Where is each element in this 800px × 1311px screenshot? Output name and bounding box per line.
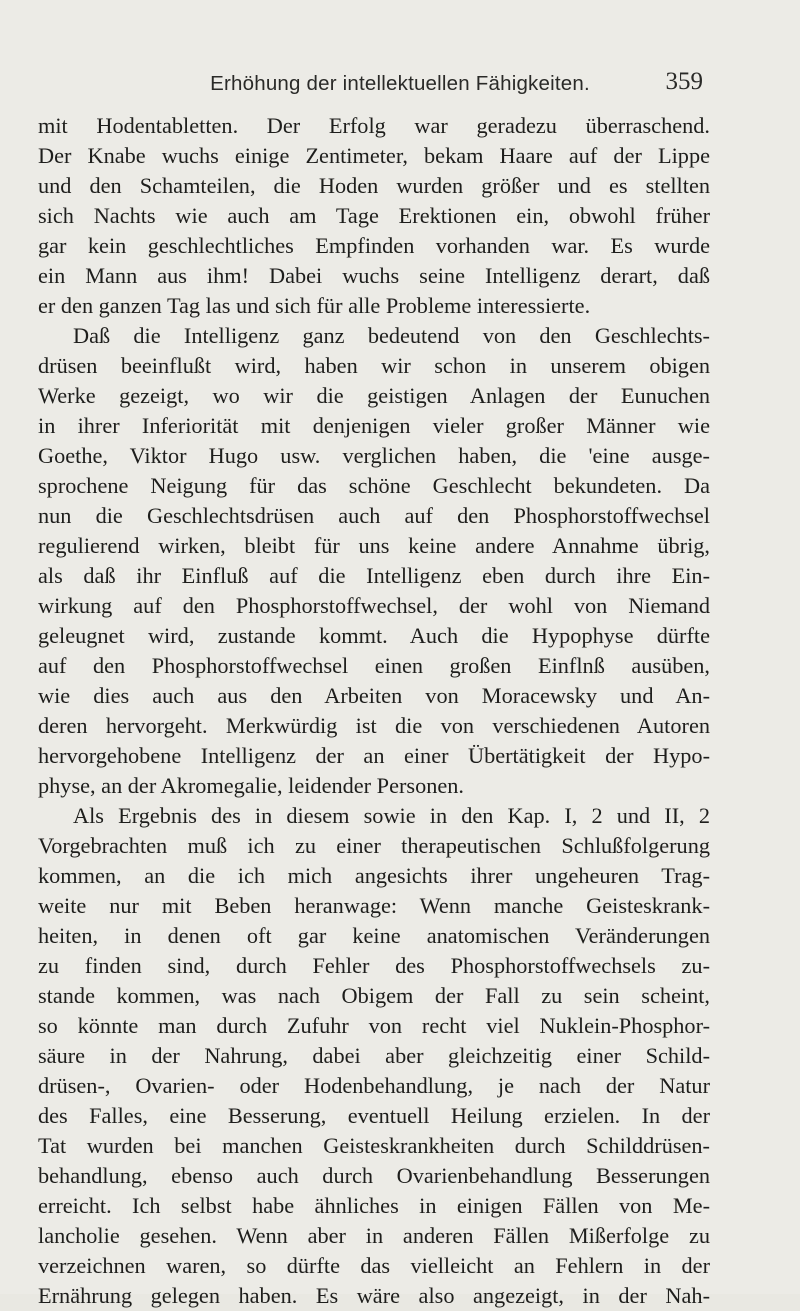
text-line: drüsen-, Ovarien- oder Hodenbehandlung, je nach der Natur (38, 1073, 710, 1098)
text-line: Der Knabe wuchs einige Zentimeter, bekam Haare auf der Lippe (38, 143, 710, 168)
text-line: Vorgebrachten muß ich zu einer therapeutischen Schlußfolgerung (38, 833, 710, 858)
text-line: kommen, an die ich mich angesichts ihrer ungeheuren Trag- (38, 863, 710, 888)
text-line: physe, an der Akromegalie, leidender Personen. (38, 773, 464, 798)
text-line: Werke gezeigt, wo wir die geistigen Anlagen der Eunuchen (38, 383, 710, 408)
text-line: Ernährung gelegen haben. Es wäre also angezeigt, in der Nah- (38, 1283, 710, 1308)
text-line: zu finden sind, durch Fehler des Phosphorstoffwechsels zu- (38, 953, 710, 978)
text-line: regulierend wirken, bleibt für uns keine andere Annahme übrig, (38, 533, 710, 558)
text-line: behandlung, ebenso auch durch Ovarienbehandlung Besserungen (38, 1163, 710, 1188)
text-line: und den Schamteilen, die Hoden wurden größer und es stellten (38, 173, 710, 198)
text-line: weite nur mit Beben heranwage: Wenn manche Geisteskrank- (38, 893, 710, 918)
text-line: sich Nachts wie auch am Tage Erektionen ein, obwohl früher (38, 203, 710, 228)
text-line: auf den Phosphorstoffwechsel einen großen Einflnß ausüben, (38, 653, 710, 678)
text-line: nun die Geschlechtsdrüsen auch auf den Phosphorstoffwechsel (38, 503, 710, 528)
text-line: so könnte man durch Zufuhr von recht viel Nuklein-Phosphor- (38, 1013, 710, 1038)
text-line: geleugnet wird, zustande kommt. Auch die Hypophyse dürfte (38, 623, 710, 648)
text-line: stande kommen, was nach Obigem der Fall zu sein scheint, (38, 983, 710, 1008)
text-line: gar kein geschlechtliches Empfinden vorhanden war. Es wurde (38, 233, 710, 258)
text-line: in ihrer Inferiorität mit denjenigen vieler großer Männer wie (38, 413, 710, 438)
text-line: drüsen beeinflußt wird, haben wir schon in unserem obigen (38, 353, 710, 378)
text-line: wie dies auch aus den Arbeiten von Moracewsky und An- (38, 683, 710, 708)
text-line: als daß ihr Einfluß auf die Intelligenz eben durch ihre Ein- (38, 563, 710, 588)
text-line: er den ganzen Tag las und sich für alle Probleme interessierte. (38, 293, 591, 318)
running-header: Erhöhung der intellektuellen Fähigkeiten. (210, 72, 590, 95)
text-line: lancholie gesehen. Wenn aber in anderen Fällen Mißerfolge zu (38, 1223, 710, 1248)
text-line: heiten, in denen oft gar keine anatomischen Veränderungen (38, 923, 710, 948)
text-line: erreicht. Ich selbst habe ähnliches in einigen Fällen von Me- (38, 1193, 710, 1218)
text-line: Als Ergebnis des in diesem sowie in den Kap. I, 2 und II, 2 (73, 803, 710, 828)
text-line: mit Hodentabletten. Der Erfolg war geradezu überraschend. (38, 113, 710, 138)
text-line: ein Mann aus ihm! Dabei wuchs seine Intelligenz derart, daß (38, 263, 710, 288)
text-line: Goethe, Viktor Hugo usw. verglichen haben, die 'eine ausge- (38, 443, 710, 468)
text-line: sprochene Neigung für das schöne Geschlecht bekundeten. Da (38, 473, 710, 498)
text-line: verzeichnen waren, so dürfte das vielleicht an Fehlern in der (38, 1253, 710, 1278)
text-line: des Falles, eine Besserung, eventuell Heilung erzielen. In der (38, 1103, 710, 1128)
text-line: Daß die Intelligenz ganz bedeutend von den Geschlechts- (73, 323, 710, 348)
text-line: deren hervorgeht. Merkwürdig ist die von verschiedenen Autoren (38, 713, 710, 738)
page-number: 359 (665, 68, 703, 95)
text-line: hervorgehobene Intelligenz der an einer Übertätigkeit der Hypo- (38, 743, 710, 768)
text-line: Tat wurden bei manchen Geisteskrankheiten durch Schilddrüsen- (38, 1133, 710, 1158)
text-line: säure in der Nahrung, dabei aber gleichzeitig einer Schild- (38, 1043, 710, 1068)
text-line: wirkung auf den Phosphorstoffwechsel, der wohl von Niemand (38, 593, 710, 618)
